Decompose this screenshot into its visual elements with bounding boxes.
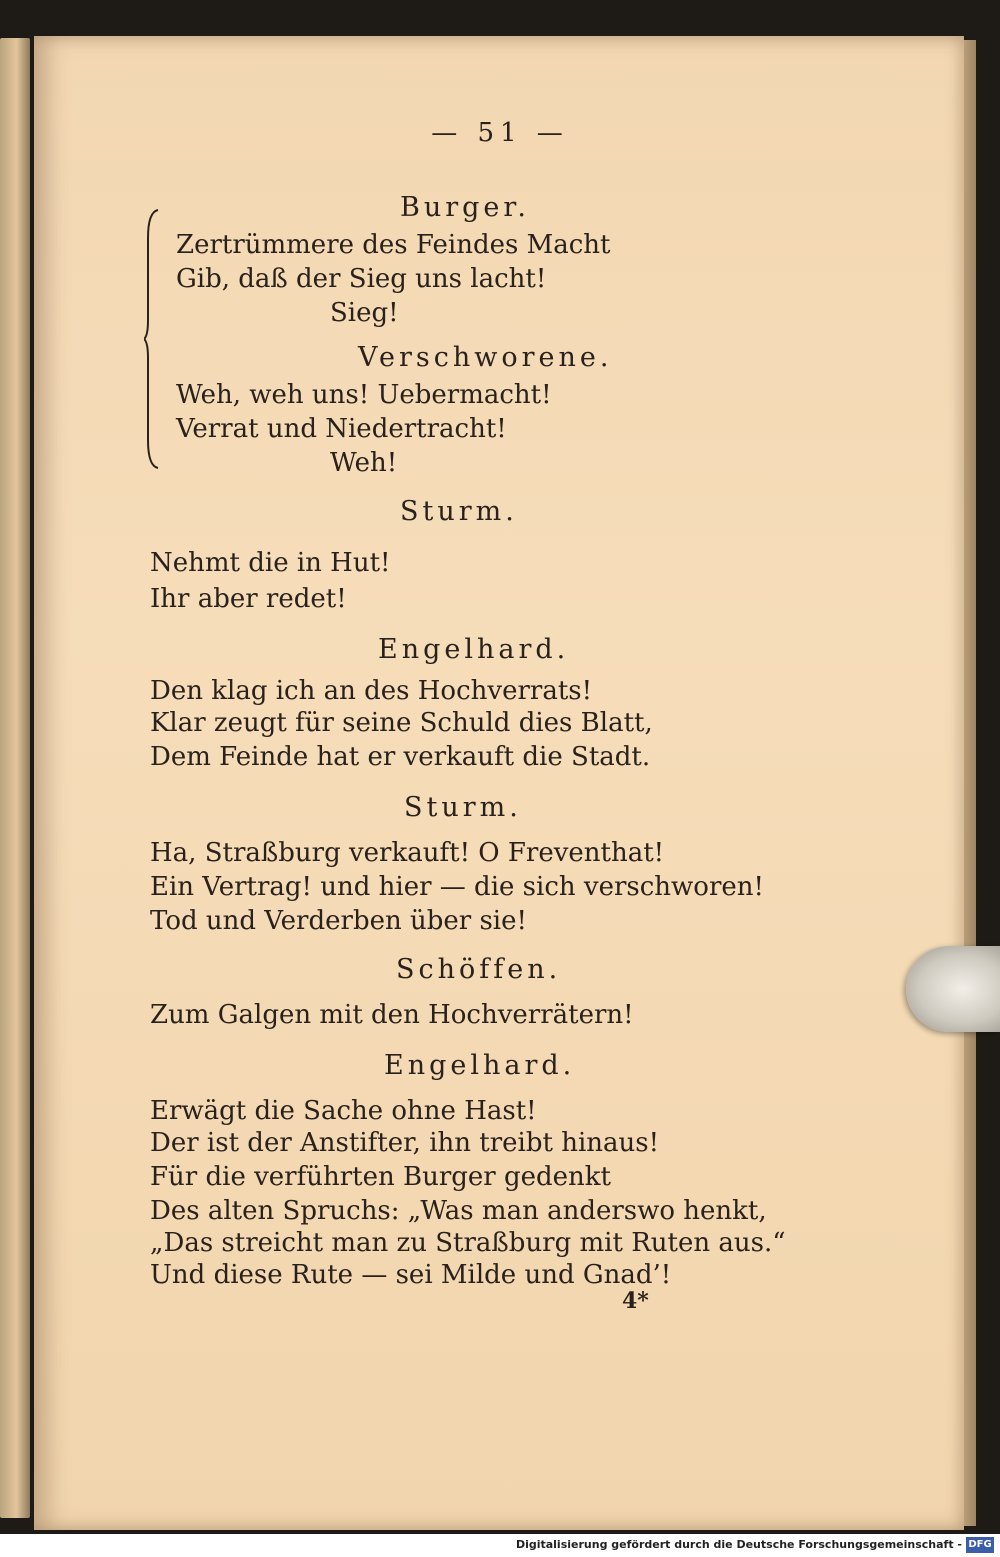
speaker-heading: Verschworene. xyxy=(358,342,613,373)
verse-line: Verrat und Niedertracht! xyxy=(176,414,507,444)
verse-line: Dem Feinde hat er verkauft die Stadt. xyxy=(150,742,651,772)
verse-line: Ein Vertrag! und hier — die sich verschworen! xyxy=(150,872,764,902)
verse-line: Gib, daß der Sieg uns lacht! xyxy=(176,264,547,294)
footer-bar xyxy=(0,1534,1000,1557)
verse-line: Für die verführten Burger gedenkt xyxy=(150,1162,611,1192)
page-clip xyxy=(906,946,1000,1032)
speaker-heading: Sturm. xyxy=(404,792,522,823)
previous-page-edge xyxy=(0,38,30,1518)
speaker-heading: Burger. xyxy=(400,192,530,223)
footer-credit: Digitalisierung gefördert durch die Deutsche Forschungsgemeinschaft - xyxy=(515,1538,962,1551)
verse-line: Weh! xyxy=(330,448,398,478)
verse-line: Ha, Straßburg verkauft! O Freventhat! xyxy=(150,838,665,868)
choral-brace xyxy=(144,208,160,470)
verse-line: Zertrümmere des Feindes Macht xyxy=(176,230,611,260)
verse-line: Der ist der Anstifter, ihn treibt hinaus! xyxy=(150,1128,660,1158)
verse-line: Zum Galgen mit den Hochverrätern! xyxy=(150,1000,634,1030)
speaker-heading: Sturm. xyxy=(400,496,518,527)
page-number: — 51 — xyxy=(431,118,569,148)
verse-line: Des alten Spruchs: „Was man anderswo henkt, xyxy=(150,1196,767,1226)
verse-line: Erwägt die Sache ohne Hast! xyxy=(150,1096,537,1126)
speaker-heading: Engelhard. xyxy=(384,1050,576,1081)
verse-line: Tod und Verderben über sie! xyxy=(150,906,527,936)
speaker-heading: Engelhard. xyxy=(378,634,570,665)
verse-line: Nehmt die in Hut! xyxy=(150,548,391,578)
signature-mark: 4* xyxy=(622,1288,649,1314)
verse-line: Und diese Rute — sei Milde und Gnad’! xyxy=(150,1260,672,1290)
dfg-logo-icon: DFG xyxy=(966,1537,994,1553)
verse-line: „Das streicht man zu Straßburg mit Ruten aus.“ xyxy=(150,1228,786,1258)
speaker-heading: Schöffen. xyxy=(396,954,562,985)
verse-line: Ihr aber redet! xyxy=(150,584,347,614)
verse-line: Klar zeugt für seine Schuld dies Blatt, xyxy=(150,708,653,738)
book-page xyxy=(34,36,964,1530)
verse-line: Sieg! xyxy=(330,298,399,328)
verse-line: Den klag ich an des Hochverrats! xyxy=(150,676,593,706)
verse-line: Weh, weh uns! Uebermacht! xyxy=(176,380,552,410)
